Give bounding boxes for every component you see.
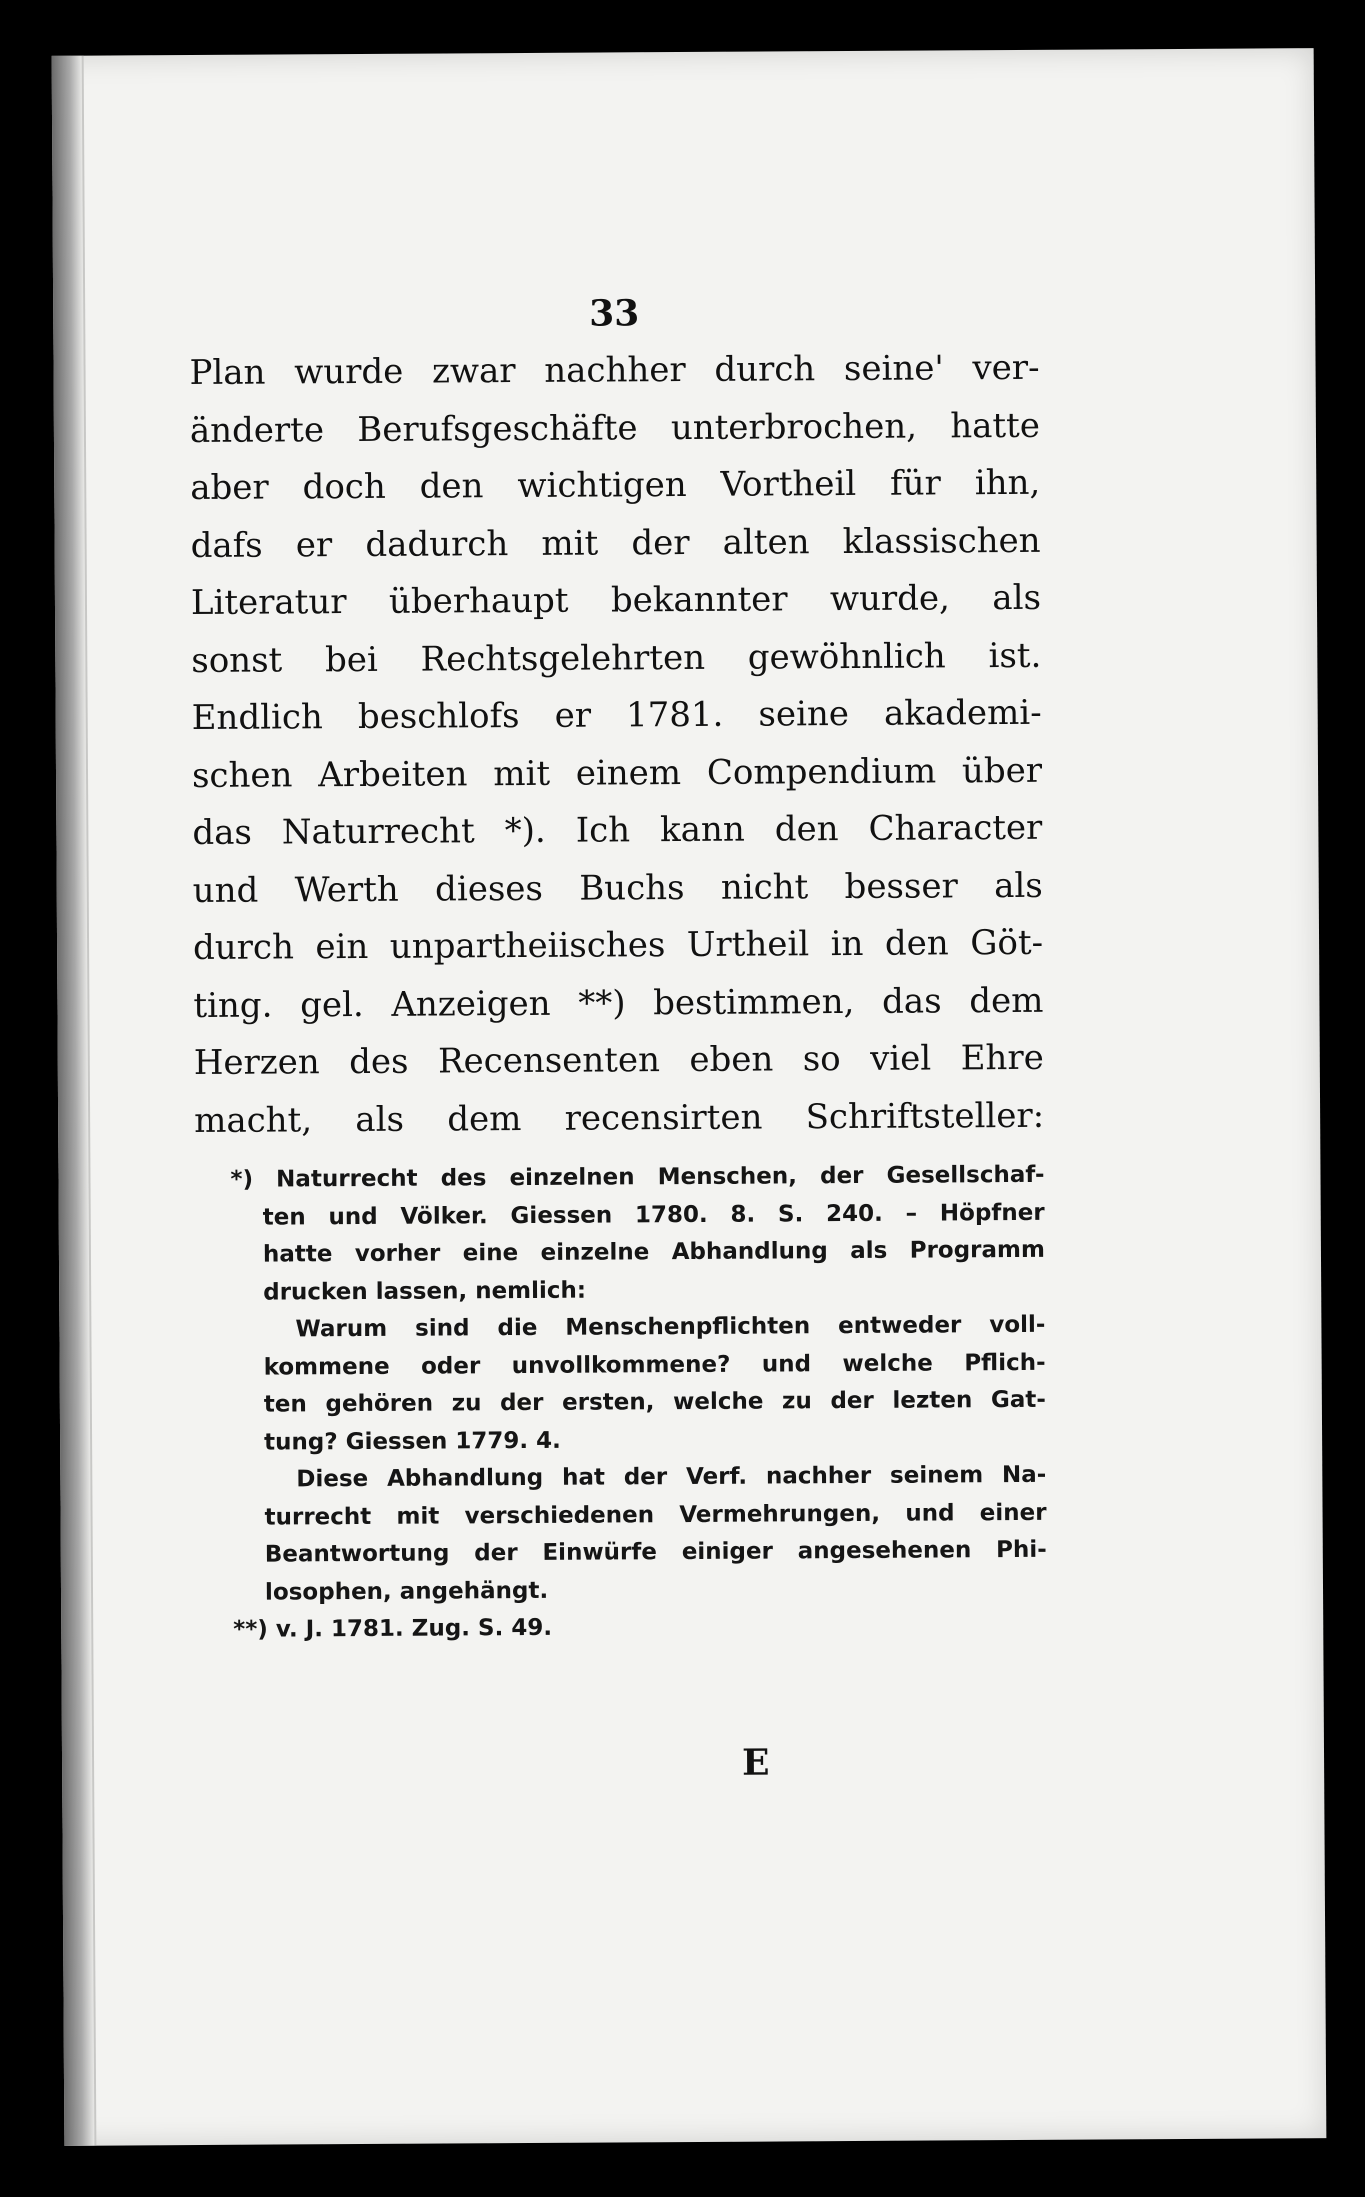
- footnote-line: tung? Giessen 1779. 4.: [264, 1427, 561, 1456]
- body-line: macht, als dem recensirten Schriftsteller:: [194, 1095, 1045, 1141]
- footnote-line: Diese Abhandlung hat der Verf. nachher seinem Na-: [296, 1461, 1047, 1493]
- body-text: [189, 340, 1044, 1150]
- body-line: schen Arbeiten mit einem Compendium über: [191, 750, 1043, 796]
- page-content: [189, 290, 1047, 1650]
- body-line: das Naturrecht *). Ich kann den Character: [192, 807, 1043, 854]
- body-line: sonst bei Rechtsgelehrten gewöhnlich ist.: [191, 635, 1042, 681]
- signature-mark: E: [741, 1741, 770, 1784]
- body-line: durch ein unpartheiisches Urtheil in den Göt-: [192, 922, 1044, 969]
- footnote-line: kommene oder unvollkommene? und welche Pflich-: [263, 1349, 1046, 1381]
- footnote-line: *) Naturrecht des einzelnen Menschen, der Gesellschaf-: [230, 1161, 1045, 1193]
- page-number: 33: [589, 292, 640, 335]
- footnote-line: Warum sind die Menschenpflichten entweder voll-: [295, 1311, 1046, 1343]
- book-page: [52, 48, 1327, 2146]
- body-line: Plan wurde zwar nachher durch seine' ver-: [189, 347, 1040, 394]
- footnote-line: **) v. J. 1781. Zug. S. 49.: [233, 1614, 553, 1643]
- footnotes: [194, 1157, 1047, 1650]
- body-line: aber doch den wichtigen Vortheil für ihn,: [190, 462, 1041, 509]
- body-line: Endlich beschlofs er 1781. seine akademi-: [191, 692, 1042, 739]
- body-line: ting. gel. Anzeigen **) bestimmen, das dem: [193, 980, 1044, 1026]
- footnote-line: ten und Völker. Giessen 1780. 8. S. 240. – Höpfner: [262, 1199, 1045, 1231]
- body-line: dafs er dadurch mit der alten klassischen: [190, 520, 1041, 566]
- footnote-line: hatte vorher eine einzelne Abhandlung als Programm: [262, 1236, 1046, 1268]
- footnote-line: ten gehören zu der ersten, welche zu der lezten Gat-: [263, 1386, 1046, 1418]
- footnote-line: turrecht mit verschiedenen Vermehrungen, und einer: [264, 1499, 1047, 1531]
- footnote-line: losophen, angehängt.: [264, 1577, 549, 1606]
- body-line: Herzen des Recensenten eben so viel Ehre: [193, 1037, 1044, 1084]
- body-line: und Werth dieses Buchs nicht besser als: [192, 865, 1043, 911]
- body-line: änderte Berufsgeschäfte unterbrochen, hatte: [189, 405, 1041, 451]
- footnote-line: Beantwortung der Einwürfe einiger angesehenen Phi-: [264, 1536, 1047, 1568]
- footnote-line: drucken lassen, nemlich:: [263, 1277, 587, 1306]
- body-line: Literatur überhaupt bekannter wurde, als: [190, 577, 1042, 624]
